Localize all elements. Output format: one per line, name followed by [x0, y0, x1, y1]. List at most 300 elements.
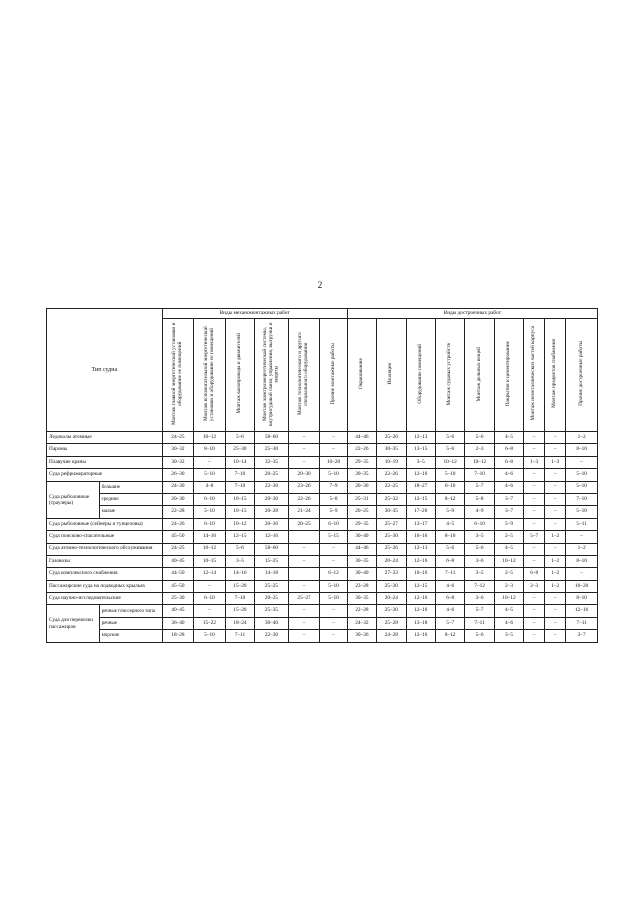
value-cell: 30–35	[377, 444, 406, 456]
ship-subtype-cell: морские	[99, 630, 162, 642]
value-cell: 5–9	[320, 506, 347, 518]
table-row	[47, 531, 598, 543]
value-cell: 5–6	[225, 543, 254, 555]
value-cell: 3–5	[465, 531, 494, 543]
value-cell: 24–32	[347, 617, 376, 629]
value-cell: –	[566, 456, 598, 468]
value-cell: 5–6	[465, 543, 494, 555]
value-cell: –	[288, 555, 320, 567]
column-header: Изоляция	[377, 319, 406, 432]
value-cell: –	[320, 432, 347, 444]
value-cell: 10–20	[320, 456, 347, 468]
value-cell: –	[545, 506, 566, 518]
value-cell: 4–6	[494, 469, 523, 481]
value-cell: 23–26	[288, 481, 320, 493]
column-header: Покрытия и цементирование	[494, 319, 523, 432]
value-cell: 5–6	[225, 432, 254, 444]
ship-type-cell: Суда комплексного снабжения	[47, 568, 163, 580]
value-cell: 12–14	[194, 568, 226, 580]
value-cell: 14–16	[194, 531, 226, 543]
value-cell: 7–11	[566, 617, 598, 629]
value-cell: –	[545, 605, 566, 617]
column-header: Монтаж дельных вещей	[465, 319, 494, 432]
value-cell: 8–12	[435, 493, 464, 505]
value-cell: 6–8	[435, 555, 464, 567]
value-cell: 20–30	[162, 493, 194, 505]
ship-type-cell: Суда научно-исследовательские	[47, 593, 163, 605]
value-cell: –	[566, 531, 598, 543]
value-cell: –	[566, 568, 598, 580]
value-cell: 24–25	[162, 432, 194, 444]
value-cell: 10–12	[225, 518, 254, 530]
value-cell: 25–31	[347, 493, 376, 505]
value-cell: 25–27	[288, 593, 320, 605]
value-cell: 22–28	[347, 605, 376, 617]
value-cell: 1–2	[545, 580, 566, 592]
value-cell: 3–7	[494, 493, 523, 505]
value-cell: 30–40	[255, 617, 289, 629]
value-cell: –	[320, 444, 347, 456]
value-cell: 6–10	[194, 593, 226, 605]
value-cell: 10–15	[194, 555, 226, 567]
value-cell: –	[545, 493, 566, 505]
value-cell: 25–26	[377, 432, 406, 444]
value-cell: 7–10	[225, 469, 254, 481]
table-row	[47, 617, 598, 629]
value-cell: –	[524, 543, 545, 555]
value-cell: –	[288, 630, 320, 642]
value-cell: 13–15	[406, 444, 435, 456]
column-header: Окрашивание	[347, 319, 376, 432]
value-cell: 12–15	[406, 580, 435, 592]
table-row	[47, 605, 598, 617]
value-cell: –	[288, 580, 320, 592]
value-cell: 25–30	[377, 531, 406, 543]
value-cell: –	[545, 543, 566, 555]
value-cell: 5–9	[435, 506, 464, 518]
table-body	[47, 432, 598, 643]
table-row	[47, 593, 598, 605]
ship-type-cell: Газовозы	[47, 555, 163, 567]
type-column-header: Тип судна	[47, 309, 163, 432]
value-cell: –	[524, 630, 545, 642]
value-cell: 10–16	[406, 568, 435, 580]
value-cell: 10–19	[377, 456, 406, 468]
value-cell: –	[524, 506, 545, 518]
value-cell: 40–45	[162, 555, 194, 567]
column-header: Монтаж судовых устройств	[435, 319, 464, 432]
column-header: Оборудование помещений	[406, 319, 435, 432]
value-cell: 10–14	[225, 456, 254, 468]
value-cell: 5–7	[435, 617, 464, 629]
value-cell: –	[320, 555, 347, 567]
value-cell: 4–5	[494, 605, 523, 617]
value-cell: 8–12	[435, 630, 464, 642]
value-cell: 5–7	[465, 605, 494, 617]
value-cell: 25–27	[377, 518, 406, 530]
value-cell: –	[524, 493, 545, 505]
ship-group-cell: Суда рыболовные (траулеры)	[47, 481, 100, 518]
value-cell: 12–13	[406, 432, 435, 444]
value-cell: 5–10	[320, 469, 347, 481]
value-cell: –	[288, 617, 320, 629]
value-cell: 10–12	[465, 456, 494, 468]
value-cell: 58–60	[255, 543, 289, 555]
value-cell	[288, 531, 320, 543]
value-cell: 22–30	[255, 630, 289, 642]
value-cell: –	[194, 605, 226, 617]
ship-subtype-cell: малые	[99, 506, 162, 518]
value-cell: 12–16	[406, 469, 435, 481]
value-cell: 36–40	[162, 617, 194, 629]
value-cell: 5–10	[194, 630, 226, 642]
value-cell: 29–35	[347, 456, 376, 468]
value-cell: 10–12	[494, 593, 523, 605]
value-cell: 12–16	[406, 630, 435, 642]
value-cell: 5–10	[566, 506, 598, 518]
value-cell: –	[194, 456, 226, 468]
value-cell: 3–7	[566, 630, 598, 642]
value-cell: –	[524, 469, 545, 481]
column-header: Прочие достроечные работы	[566, 319, 598, 432]
value-cell: 18–24	[225, 617, 254, 629]
value-cell: 4–5	[435, 518, 464, 530]
page-number: 2	[317, 280, 323, 290]
value-cell: 4–6	[435, 580, 464, 592]
value-cell: 8–10	[566, 593, 598, 605]
value-cell: 5–10	[320, 593, 347, 605]
value-cell: 18–27	[406, 481, 435, 493]
value-cell: 30–40	[347, 568, 376, 580]
value-cell: 44–46	[347, 432, 376, 444]
value-cell: 15–25	[255, 555, 289, 567]
value-cell: 14–18	[255, 568, 289, 580]
value-cell: 15–20	[225, 580, 254, 592]
column-header: Монтаж предметов снабжения	[545, 319, 566, 432]
value-cell: 6–10	[194, 518, 226, 530]
value-cell: 5–6	[465, 630, 494, 642]
value-cell: 12–16	[255, 531, 289, 543]
value-cell: 10–12	[194, 432, 226, 444]
value-cell: 8–10	[566, 555, 598, 567]
value-cell: 14–16	[225, 568, 254, 580]
value-cell: –	[524, 617, 545, 629]
value-cell: 22–30	[255, 481, 289, 493]
value-cell: 5–6	[435, 432, 464, 444]
value-cell: 58–60	[255, 432, 289, 444]
value-cell: 10–15	[225, 493, 254, 505]
value-cell: 6–10	[320, 518, 347, 530]
table-row	[47, 518, 598, 530]
value-cell: –	[524, 593, 545, 605]
value-cell: 1–3	[545, 456, 566, 468]
value-cell: –	[288, 456, 320, 468]
value-cell: 12–15	[225, 531, 254, 543]
value-cell: 4–6	[494, 617, 523, 629]
value-cell: 2–5	[494, 568, 523, 580]
value-cell: 45–50	[162, 531, 194, 543]
value-cell: 1–2	[545, 568, 566, 580]
value-cell: –	[545, 481, 566, 493]
value-cell: –	[545, 469, 566, 481]
value-cell: 3–7	[494, 506, 523, 518]
value-cell: 4–9	[465, 506, 494, 518]
value-cell: 7–11	[435, 568, 464, 580]
value-cell: –	[288, 432, 320, 444]
value-cell: 7–12	[465, 580, 494, 592]
value-cell: 1–3	[524, 456, 545, 468]
value-cell: 5–10	[194, 469, 226, 481]
mechanical-group-header: Виды механомонтажных работ	[162, 309, 347, 319]
value-cell: –	[524, 432, 545, 444]
ship-subtype-cell: речные глиссерного типа	[99, 605, 162, 617]
value-cell: 20–25	[255, 469, 289, 481]
value-cell: 10–12	[194, 543, 226, 555]
value-cell: 20–30	[255, 518, 289, 530]
value-cell: 3–5	[494, 630, 523, 642]
value-cell: 12–16	[566, 605, 598, 617]
value-cell: 10–16	[406, 531, 435, 543]
value-cell: 6–8	[524, 568, 545, 580]
value-cell: –	[524, 605, 545, 617]
value-cell: 22–26	[377, 469, 406, 481]
value-cell: 4–8	[194, 481, 226, 493]
value-cell: –	[320, 630, 347, 642]
value-cell: 30–36	[347, 630, 376, 642]
value-cell: 5–8	[320, 493, 347, 505]
value-cell: 5–10	[566, 481, 598, 493]
table-row	[47, 506, 598, 518]
value-cell: 44–46	[347, 543, 376, 555]
value-cell: 7–9	[320, 481, 347, 493]
value-cell: 12–16	[406, 593, 435, 605]
value-cell: 6–10	[435, 481, 464, 493]
value-cell: 27–33	[377, 568, 406, 580]
value-cell: –	[545, 518, 566, 530]
value-cell: 5–10	[435, 469, 464, 481]
value-cell: –	[524, 555, 545, 567]
value-cell: 12–16	[406, 605, 435, 617]
value-cell: 22–26	[347, 444, 376, 456]
value-cell: 20–25	[288, 518, 320, 530]
column-header: Монтаж валопровода и движителей	[225, 319, 254, 432]
value-cell: 7–11	[465, 617, 494, 629]
table-row	[47, 481, 598, 493]
value-cell: 12–13	[406, 543, 435, 555]
value-cell: 22–25	[377, 481, 406, 493]
value-cell: –	[545, 593, 566, 605]
ship-type-cell: Суда атомно-технологического обслуживания	[47, 543, 163, 555]
value-cell: –	[524, 481, 545, 493]
value-cell: 26–30	[162, 469, 194, 481]
table-row	[47, 555, 598, 567]
table-row	[47, 630, 598, 642]
value-cell: 3–6	[465, 555, 494, 567]
ship-type-cell: Плавучие краны	[47, 456, 163, 468]
value-cell: 30–35	[347, 593, 376, 605]
value-cell: 4–6	[494, 481, 523, 493]
ship-subtype-cell: большие	[99, 481, 162, 493]
value-cell: 6–8	[435, 593, 464, 605]
column-header: Монтаж вспомогательной энергетической установки и оборудование ее помещений	[194, 319, 226, 432]
value-cell: 5–9	[494, 518, 523, 530]
table-row	[47, 493, 598, 505]
value-cell: 5–15	[320, 531, 347, 543]
value-cell: 22–28	[162, 506, 194, 518]
value-cell: 4–5	[494, 543, 523, 555]
value-cell: 20–24	[377, 555, 406, 567]
ship-subtype-cell: средние	[99, 493, 162, 505]
value-cell: 5–6	[465, 432, 494, 444]
column-header: Прочие монтажные работы	[320, 319, 347, 432]
value-cell: 20–30	[347, 481, 376, 493]
value-cell: 3–6	[465, 593, 494, 605]
ship-type-cell: Ледоколы атомные	[47, 432, 163, 444]
value-cell: 12–16	[406, 555, 435, 567]
value-cell: 8–10	[566, 444, 598, 456]
value-cell: –	[194, 580, 226, 592]
value-cell: –	[545, 630, 566, 642]
value-cell: 1–2	[545, 531, 566, 543]
value-cell: 24–28	[377, 630, 406, 642]
value-cell: 4–5	[494, 432, 523, 444]
value-cell: 24–26	[162, 518, 194, 530]
value-cell: 25–35	[255, 605, 289, 617]
value-cell: –	[320, 605, 347, 617]
value-cell: 3–5	[465, 568, 494, 580]
value-cell: 25–30	[225, 444, 254, 456]
value-cell: 30–32	[162, 456, 194, 468]
value-cell: –	[320, 617, 347, 629]
value-cell: 20–28	[255, 506, 289, 518]
value-cell: 30–35	[347, 469, 376, 481]
ship-type-cell: Пассажирские суда на подводных крыльях	[47, 580, 163, 592]
value-cell: 5–6	[435, 543, 464, 555]
value-cell: 7–10	[566, 493, 598, 505]
value-cell: 3–5	[225, 555, 254, 567]
table-row	[47, 580, 598, 592]
value-cell: 3–5	[406, 456, 435, 468]
value-cell: 5–11	[566, 518, 598, 530]
value-cell: –	[288, 605, 320, 617]
value-cell	[288, 568, 320, 580]
value-cell: 30–35	[377, 506, 406, 518]
column-header: Монтаж неметаллических частей корпуса	[524, 319, 545, 432]
value-cell: 10–20	[566, 580, 598, 592]
value-cell: 20–25	[347, 506, 376, 518]
value-cell: 8–10	[435, 531, 464, 543]
value-cell: 6–12	[320, 568, 347, 580]
value-cell: 30–35	[347, 555, 376, 567]
value-cell: 1–2	[566, 432, 598, 444]
ship-group-cell: Суда для перевозки пассажиров	[47, 605, 100, 642]
value-cell: 25–30	[255, 444, 289, 456]
ship-type-cell: Паромы	[47, 444, 163, 456]
ship-type-cell: Суда поисково-спасательные	[47, 531, 163, 543]
value-cell: 7–10	[225, 593, 254, 605]
value-cell: 10–12	[435, 456, 464, 468]
value-cell: –	[320, 543, 347, 555]
column-header: Монтаж технологического и другого специального оборудования	[288, 319, 320, 432]
value-cell: –	[524, 518, 545, 530]
work-types-table	[46, 308, 598, 643]
value-cell: 25–25	[255, 580, 289, 592]
value-cell: 13–17	[406, 518, 435, 530]
value-cell: 5–8	[465, 493, 494, 505]
building-group-header: Виды достроечных работ	[347, 309, 597, 319]
value-cell: 25–30	[162, 593, 194, 605]
value-cell: 25–32	[377, 493, 406, 505]
value-cell: 29–35	[347, 518, 376, 530]
value-cell: –	[288, 444, 320, 456]
value-cell: 13–18	[406, 617, 435, 629]
ship-type-cell: Суда рефрижераторные	[47, 469, 163, 481]
value-cell: 20–30	[255, 493, 289, 505]
value-cell: 30–32	[162, 444, 194, 456]
value-cell: 5–6	[435, 444, 464, 456]
value-cell: 25–28	[377, 617, 406, 629]
value-cell: 44–50	[162, 568, 194, 580]
value-cell: 10–12	[494, 555, 523, 567]
value-cell: –	[524, 444, 545, 456]
value-cell: 1–2	[566, 543, 598, 555]
value-cell: 15–20	[225, 605, 254, 617]
value-cell: 20–25	[255, 593, 289, 605]
value-cell: –	[545, 617, 566, 629]
value-cell: 6–8	[494, 444, 523, 456]
table-row	[47, 456, 598, 468]
value-cell: 24–30	[162, 481, 194, 493]
value-cell: 40–45	[162, 605, 194, 617]
column-header: Монтаж главной энергетической установки и оборудование ее помещений	[162, 319, 194, 432]
value-cell: 2–3	[524, 580, 545, 592]
value-cell: 10–15	[225, 506, 254, 518]
value-cell: 2–5	[494, 531, 523, 543]
ship-subtype-cell: речные	[99, 617, 162, 629]
value-cell: 8–10	[194, 444, 226, 456]
value-cell: 18–28	[162, 630, 194, 642]
value-cell: 12–15	[406, 493, 435, 505]
value-cell: 5–7	[465, 481, 494, 493]
value-cell: 5–10	[320, 580, 347, 592]
value-cell: 6–10	[465, 518, 494, 530]
table-row	[47, 543, 598, 555]
value-cell: 5–10	[566, 469, 598, 481]
table-row	[47, 432, 598, 444]
value-cell: 6–10	[194, 493, 226, 505]
value-cell: 25–30	[377, 580, 406, 592]
table-row	[47, 469, 598, 481]
value-cell: 5–10	[194, 506, 226, 518]
value-cell: 22–26	[288, 493, 320, 505]
table-row	[47, 444, 598, 456]
value-cell: 2–3	[494, 580, 523, 592]
value-cell: 1–2	[545, 555, 566, 567]
value-cell: 7–10	[225, 481, 254, 493]
value-cell: 32–35	[255, 456, 289, 468]
ship-type-cell: Суда рыболовные (сейнеры и тунцеловы)	[47, 518, 163, 530]
value-cell: 20–24	[377, 593, 406, 605]
value-cell: –	[288, 543, 320, 555]
table-row	[47, 568, 598, 580]
column-header: Монтаж электроэнергетической системы, внутрисудовой связи, управления, выгрузки и защиты	[255, 319, 289, 432]
value-cell: 30–40	[347, 531, 376, 543]
value-cell: 45–50	[162, 580, 194, 592]
value-cell: 23–28	[347, 580, 376, 592]
value-cell: 15–22	[194, 617, 226, 629]
value-cell: 2–3	[465, 444, 494, 456]
value-cell: –	[545, 432, 566, 444]
